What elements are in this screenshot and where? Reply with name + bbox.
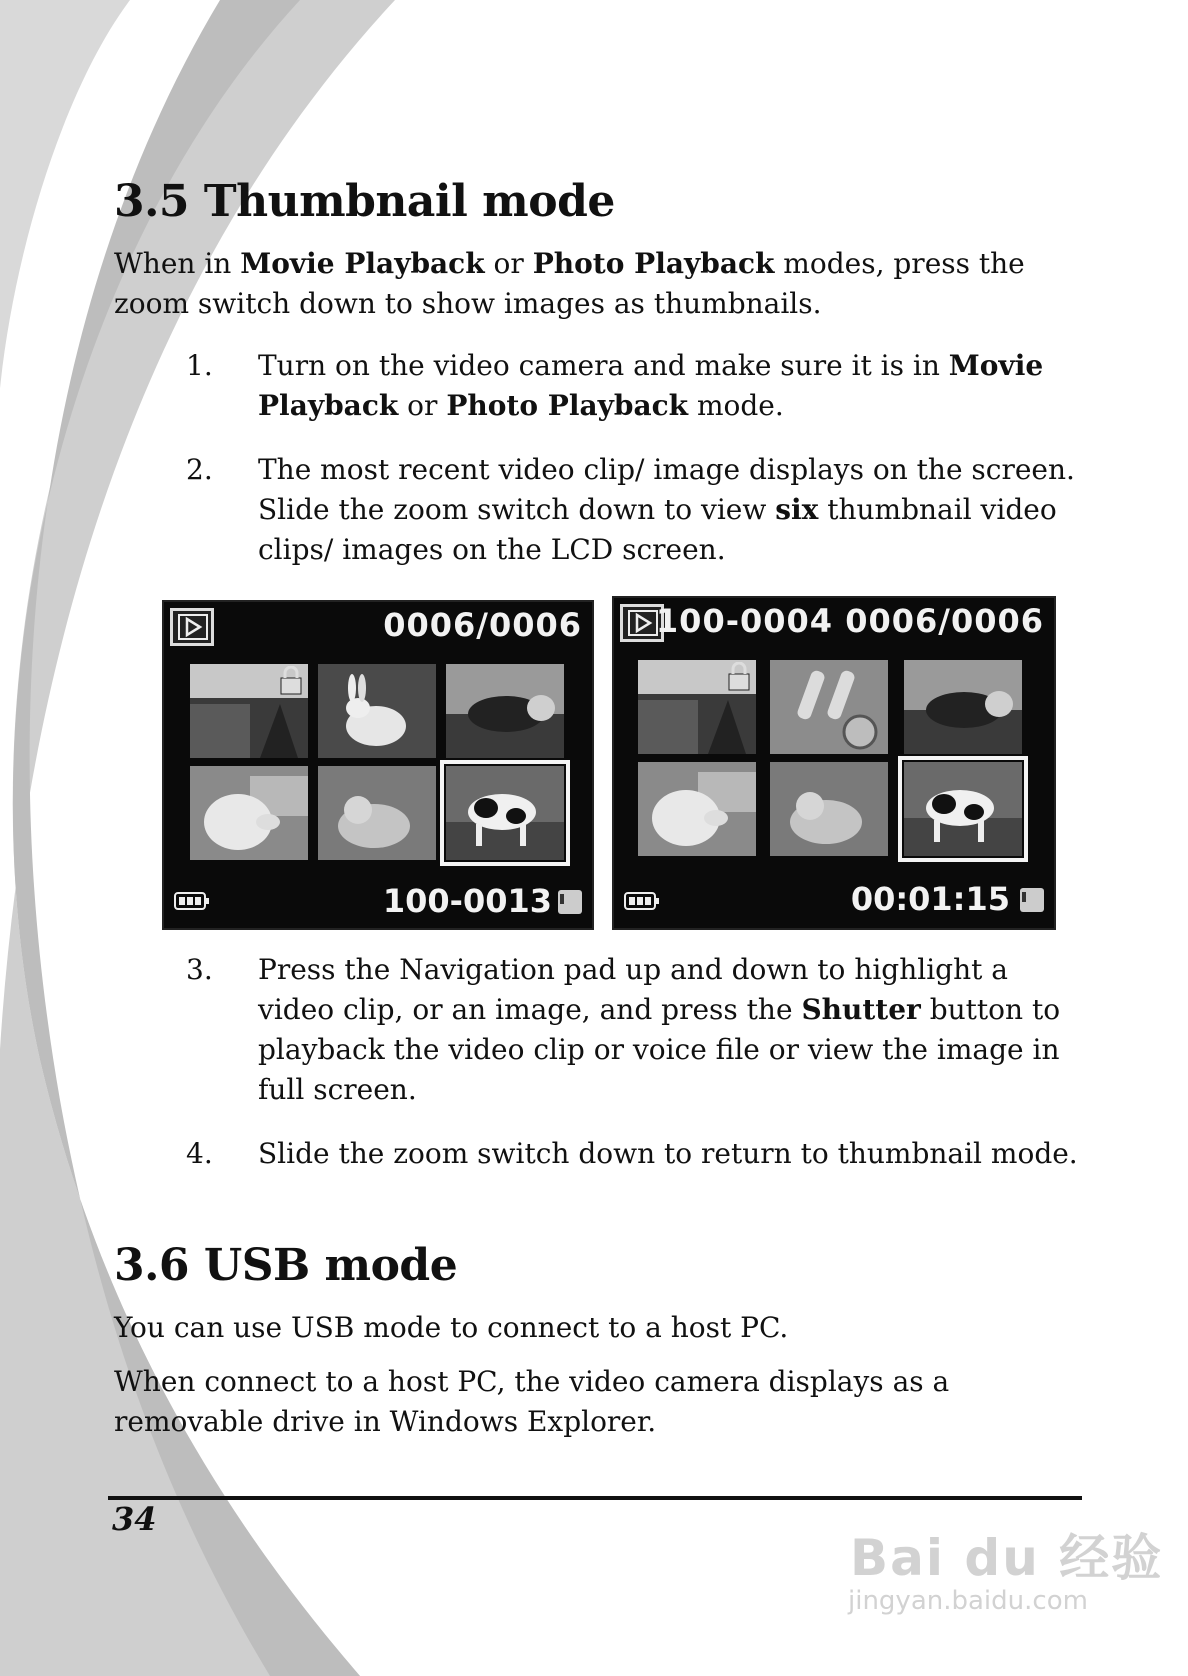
thumbnail-wall (190, 664, 308, 758)
thumbnail-dog-2 (318, 766, 436, 860)
thumbnail-rabbit (318, 664, 436, 758)
section-title-thumbnail-mode: 3.5 Thumbnail mode (114, 176, 615, 227)
memory-card-icon (556, 888, 584, 916)
thumbnail-cow-selected[interactable] (904, 762, 1022, 856)
thumbnail-dog-2 (770, 762, 888, 856)
battery-icon (624, 892, 660, 910)
file-counter: 100-0004 0006/0006 (655, 602, 1044, 640)
lock-icon (726, 662, 752, 692)
thumbnail-cat (446, 664, 564, 758)
footer-rule (108, 1496, 1082, 1500)
playback-icon (170, 608, 214, 646)
thumbnail-intro-paragraph: When in Movie Playback or Photo Playback modes, press the zoom switch down to show images as thumbnails. (114, 247, 1025, 320)
thumbnail-dog-1 (190, 766, 308, 860)
recording-time: 00:01:15 (850, 880, 1010, 918)
thumbnail-cow-selected[interactable] (446, 766, 564, 860)
page-number: 34 (112, 1500, 157, 1538)
watermark-brand: Bai du 经验 (850, 1529, 1164, 1587)
memory-card-icon (1018, 886, 1046, 914)
watermark-url: jingyan.baidu.com (848, 1586, 1088, 1616)
section-title-usb-mode: 3.6 USB mode (114, 1240, 458, 1291)
thumbnail-wall (638, 660, 756, 754)
lcd-screenshot-thumbnails-1 (162, 600, 594, 930)
file-name: 100-0013 (382, 882, 552, 920)
usb-paragraph-1: You can use USB mode to connect to a host PC. (114, 1311, 789, 1344)
thumbnail-dog-1 (638, 762, 756, 856)
usb-paragraph-2: When connect to a host PC, the video camera displays as a removable drive in Windows Explorer. (114, 1365, 950, 1438)
thumbnail-voice-file (770, 660, 888, 754)
thumbnail-cat (904, 660, 1022, 754)
battery-icon (174, 892, 210, 910)
file-counter: 0006/0006 (383, 606, 582, 644)
lcd-screenshot-thumbnails-2 (612, 596, 1056, 930)
lock-icon (278, 666, 304, 696)
